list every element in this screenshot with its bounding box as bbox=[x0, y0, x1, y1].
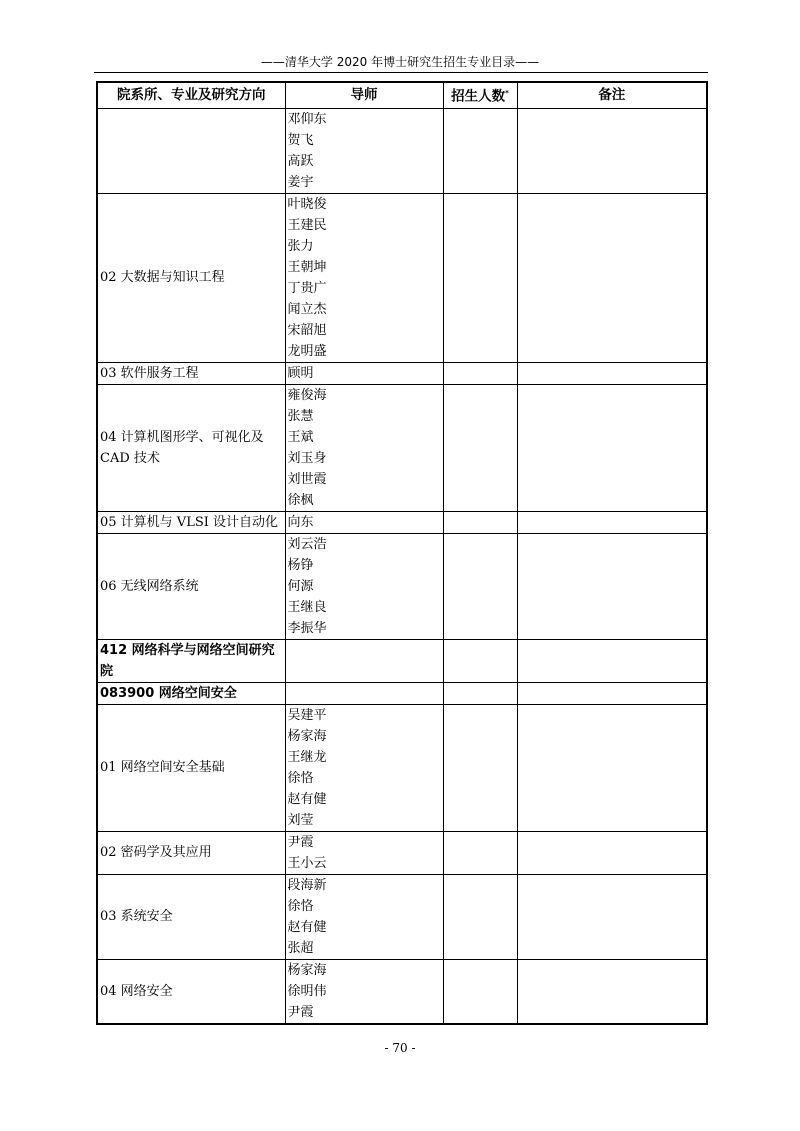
section-row bbox=[97, 682, 707, 704]
quota-cell bbox=[443, 874, 517, 959]
remarks-cell bbox=[517, 831, 707, 874]
advisor-name: 王小云 bbox=[287, 855, 327, 871]
research-direction: 03 软件服务工程 bbox=[97, 362, 285, 384]
advisor-name: 雍俊海 bbox=[287, 387, 327, 403]
advisor-list bbox=[285, 874, 443, 959]
advisor-name: 李振华 bbox=[287, 620, 327, 636]
advisor-name: 宋韶旭 bbox=[287, 322, 327, 338]
table-row bbox=[97, 193, 707, 362]
remarks-cell bbox=[517, 362, 707, 384]
remarks-cell bbox=[517, 193, 707, 362]
advisor-list bbox=[285, 193, 443, 362]
table-row bbox=[97, 533, 707, 639]
advisor-name: 丁贵广 bbox=[287, 280, 327, 296]
advisor-list bbox=[285, 704, 443, 831]
advisor-name: 王建民 bbox=[287, 217, 327, 233]
remarks-cell bbox=[517, 533, 707, 639]
table-row bbox=[97, 362, 707, 384]
remarks-cell bbox=[517, 511, 707, 533]
empty-cell bbox=[288, 683, 441, 704]
empty-cell bbox=[288, 650, 441, 671]
table-row bbox=[97, 831, 707, 874]
advisor-name: 王朝坤 bbox=[287, 259, 327, 275]
advisor-name: 王继龙 bbox=[287, 749, 327, 765]
advisor-name: 徐恪 bbox=[287, 898, 314, 914]
research-direction: 083900 网络空间安全 bbox=[97, 682, 285, 704]
advisor-name: 赵有健 bbox=[287, 919, 327, 935]
header-rule bbox=[94, 72, 708, 73]
advisor-list bbox=[285, 362, 443, 384]
quota-cell bbox=[443, 533, 517, 639]
research-direction: 04 计算机图形学、可视化及CAD 技术 bbox=[97, 384, 285, 511]
table-row bbox=[97, 511, 707, 533]
quota-cell bbox=[443, 682, 517, 704]
table-row bbox=[97, 959, 707, 1024]
advisor-name: 王继良 bbox=[287, 599, 327, 615]
section-row bbox=[97, 639, 707, 682]
column-header-direction: 院系所、专业及研究方向 bbox=[97, 82, 285, 108]
quota-cell bbox=[443, 362, 517, 384]
advisor-list bbox=[285, 831, 443, 874]
advisor-name: 顾明 bbox=[287, 365, 314, 381]
advisor-name: 张超 bbox=[287, 940, 314, 956]
research-direction bbox=[97, 108, 285, 193]
advisor-name: 向东 bbox=[287, 514, 314, 530]
advisor-name: 高跃 bbox=[287, 153, 314, 169]
quota-cell bbox=[443, 959, 517, 1024]
quota-cell bbox=[443, 193, 517, 362]
advisor-list bbox=[285, 682, 443, 704]
table-row bbox=[97, 384, 707, 511]
research-direction: 02 密码学及其应用 bbox=[97, 831, 285, 874]
advisor-name: 徐枫 bbox=[287, 492, 314, 508]
catalog-table bbox=[96, 81, 708, 1025]
research-direction: 03 系统安全 bbox=[97, 874, 285, 959]
advisor-list bbox=[285, 639, 443, 682]
advisor-name: 吴建平 bbox=[287, 707, 327, 723]
quota-label: 招生人数 bbox=[451, 88, 506, 105]
advisor-name: 杨家海 bbox=[287, 728, 327, 744]
advisor-name: 赵有健 bbox=[287, 791, 327, 807]
advisor-name: 何源 bbox=[287, 578, 314, 594]
advisor-name: 叶晓俊 bbox=[287, 196, 327, 212]
catalog-body bbox=[97, 108, 707, 1024]
table-header-row bbox=[97, 82, 707, 108]
remarks-cell bbox=[517, 682, 707, 704]
advisor-name: 张力 bbox=[287, 238, 314, 254]
page-header: ——清华大学 2020 年博士研究生招生专业目录—— bbox=[260, 55, 540, 69]
research-direction: 412 网络科学与网络空间研究院 bbox=[97, 639, 285, 682]
quota-cell bbox=[443, 511, 517, 533]
column-header-quota bbox=[443, 82, 517, 108]
page-number: - 70 - bbox=[384, 1041, 416, 1055]
advisor-name: 龙明盛 bbox=[287, 343, 327, 359]
advisor-list bbox=[285, 108, 443, 193]
quota-cell bbox=[443, 384, 517, 511]
advisor-name: 王斌 bbox=[287, 429, 314, 445]
advisor-name: 邓仰东 bbox=[287, 111, 327, 127]
advisor-name: 刘莹 bbox=[287, 812, 314, 828]
quota-cell bbox=[443, 831, 517, 874]
advisor-name: 闻立杰 bbox=[287, 301, 327, 317]
research-direction: 06 无线网络系统 bbox=[97, 533, 285, 639]
advisor-list bbox=[285, 959, 443, 1024]
advisor-name: 刘云浩 bbox=[287, 536, 327, 552]
remarks-cell bbox=[517, 704, 707, 831]
table-row bbox=[97, 108, 707, 193]
table-row bbox=[97, 874, 707, 959]
advisor-name: 张慧 bbox=[287, 408, 314, 424]
remarks-cell bbox=[517, 874, 707, 959]
research-direction: 04 网络安全 bbox=[97, 959, 285, 1024]
quota-cell bbox=[443, 108, 517, 193]
advisor-name: 杨家海 bbox=[287, 962, 327, 978]
advisor-name: 姜宇 bbox=[287, 174, 314, 190]
table-row bbox=[97, 704, 707, 831]
advisor-name: 刘世霞 bbox=[287, 471, 327, 487]
advisor-name: 杨铮 bbox=[287, 557, 314, 573]
quota-cell bbox=[443, 704, 517, 831]
advisor-list bbox=[285, 511, 443, 533]
remarks-cell bbox=[517, 639, 707, 682]
quota-footnote-mark: * bbox=[505, 89, 509, 97]
advisor-name: 段海新 bbox=[287, 877, 327, 893]
advisor-name: 贺飞 bbox=[287, 132, 314, 148]
remarks-cell bbox=[517, 108, 707, 193]
research-direction: 01 网络空间安全基础 bbox=[97, 704, 285, 831]
advisor-list bbox=[285, 533, 443, 639]
column-header-advisor: 导师 bbox=[285, 82, 443, 108]
quota-cell bbox=[443, 639, 517, 682]
advisor-name: 尹霞 bbox=[287, 1004, 314, 1020]
advisor-name: 刘玉身 bbox=[287, 450, 327, 466]
research-direction: 05 计算机与 VLSI 设计自动化 bbox=[97, 511, 285, 533]
advisor-list bbox=[285, 384, 443, 511]
column-header-remarks: 备注 bbox=[517, 82, 707, 108]
advisor-name: 徐明伟 bbox=[287, 983, 327, 999]
research-direction: 02 大数据与知识工程 bbox=[97, 193, 285, 362]
advisor-name: 徐恪 bbox=[287, 770, 314, 786]
advisor-name: 尹霞 bbox=[287, 834, 314, 850]
remarks-cell bbox=[517, 959, 707, 1024]
remarks-cell bbox=[517, 384, 707, 511]
